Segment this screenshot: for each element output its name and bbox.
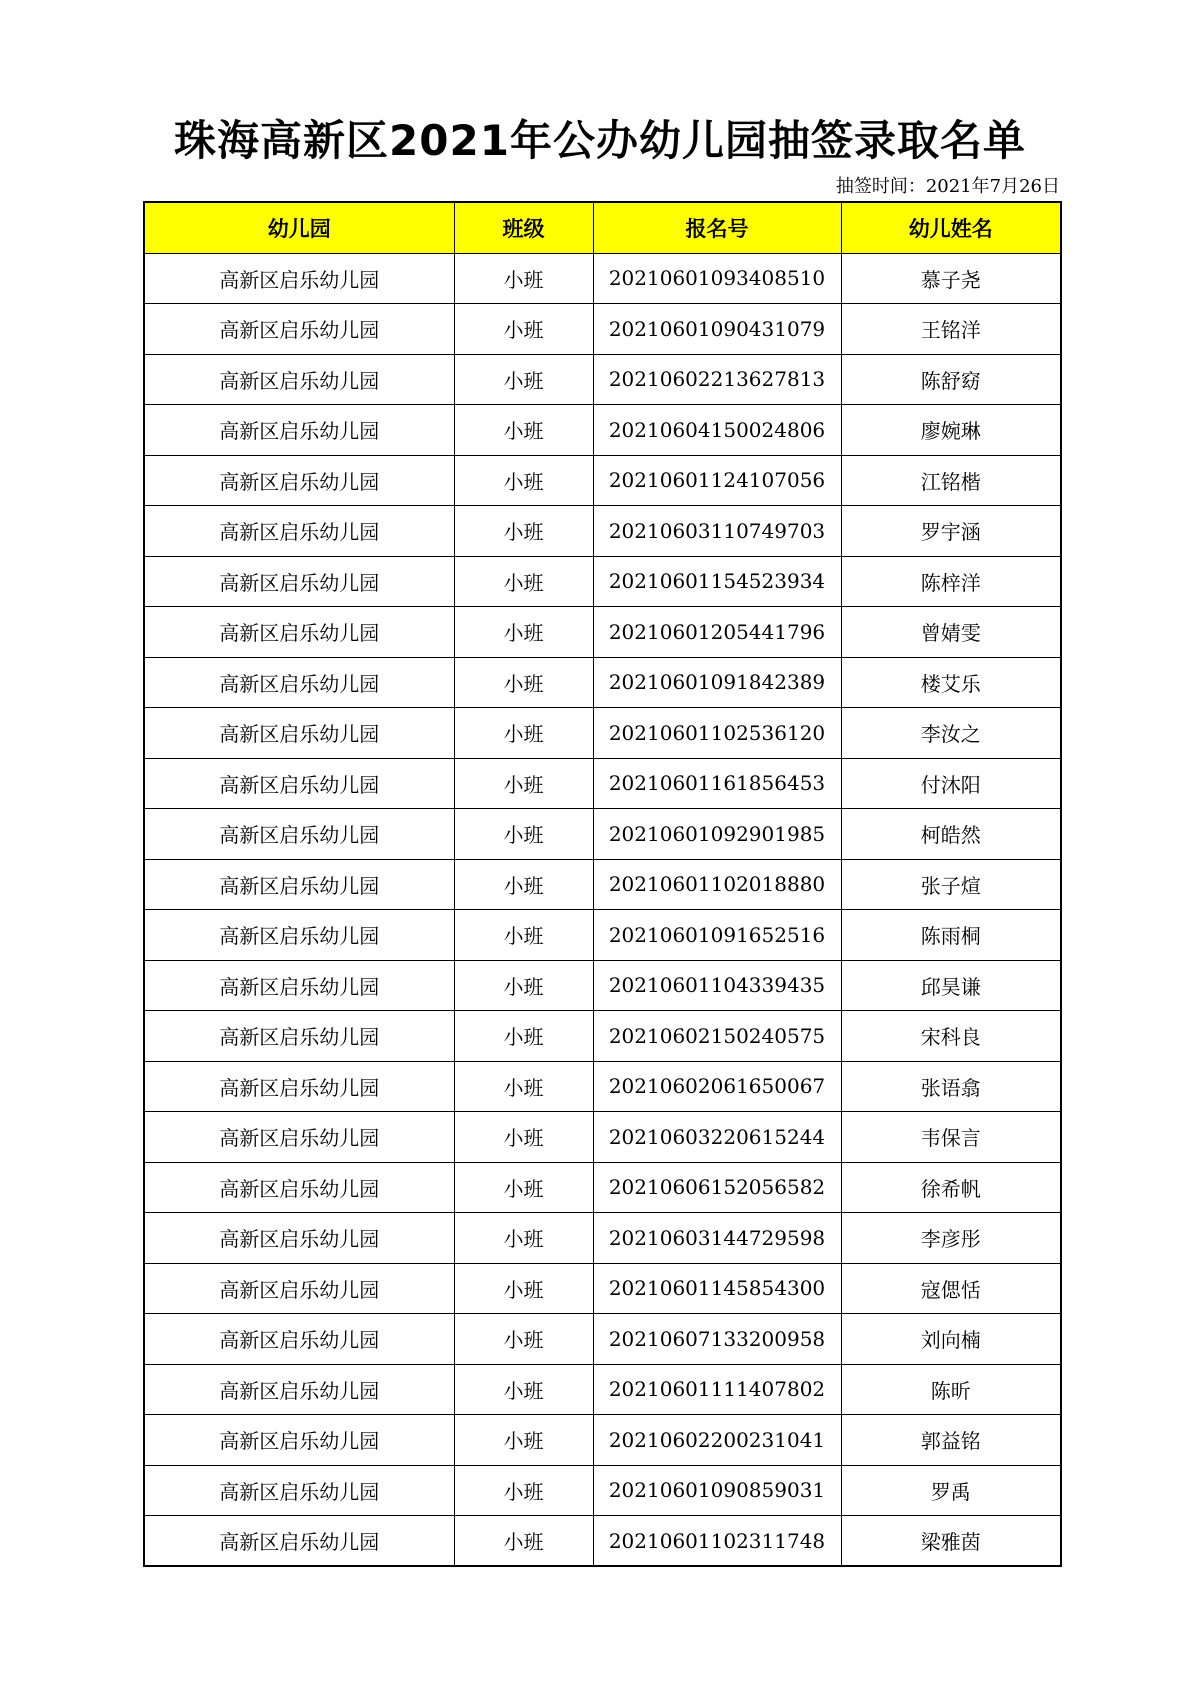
table-body [144,253,1061,1566]
table-row [144,1465,1061,1516]
table-row [144,455,1061,506]
cell-child-name: 梁雅茵 [841,1516,1061,1567]
table-row [144,1213,1061,1264]
table-row [144,758,1061,809]
cell-kindergarten: 高新区启乐幼儿园 [144,607,454,658]
cell-registration-number: 20210601205441796 [593,607,841,658]
admission-table [143,201,1062,1567]
cell-class: 小班 [454,960,593,1011]
cell-child-name: 寇偲恬 [841,1263,1061,1314]
cell-class: 小班 [454,1061,593,1112]
cell-registration-number: 20210601111407802 [593,1364,841,1415]
cell-class: 小班 [454,506,593,557]
cell-class: 小班 [454,607,593,658]
cell-kindergarten: 高新区启乐幼儿园 [144,253,454,304]
cell-child-name: 陈梓洋 [841,556,1061,607]
cell-registration-number: 20210603110749703 [593,506,841,557]
cell-child-name: 慕子尧 [841,253,1061,304]
cell-kindergarten: 高新区启乐幼儿园 [144,1213,454,1264]
cell-class: 小班 [454,910,593,961]
cell-class: 小班 [454,1516,593,1567]
cell-registration-number: 20210601102018880 [593,859,841,910]
table-row [144,1314,1061,1365]
table-row [144,1162,1061,1213]
cell-class: 小班 [454,708,593,759]
cell-class: 小班 [454,657,593,708]
cell-class: 小班 [454,1415,593,1466]
cell-registration-number: 20210602213627813 [593,354,841,405]
cell-class: 小班 [454,1011,593,1062]
cell-child-name: 王铭洋 [841,304,1061,355]
cell-registration-number: 20210601154523934 [593,556,841,607]
cell-kindergarten: 高新区启乐幼儿园 [144,1516,454,1567]
cell-kindergarten: 高新区启乐幼儿园 [144,910,454,961]
table-row [144,1061,1061,1112]
cell-class: 小班 [454,405,593,456]
table-row [144,1011,1061,1062]
cell-registration-number: 20210601092901985 [593,809,841,860]
cell-kindergarten: 高新区启乐幼儿园 [144,809,454,860]
table-row [144,304,1061,355]
table-row [144,859,1061,910]
cell-registration-number: 20210606152056582 [593,1162,841,1213]
table-row [144,1112,1061,1163]
cell-registration-number: 20210601091842389 [593,657,841,708]
table-row [144,1516,1061,1567]
cell-child-name: 刘向楠 [841,1314,1061,1365]
cell-child-name: 廖婉琳 [841,405,1061,456]
cell-kindergarten: 高新区启乐幼儿园 [144,1314,454,1365]
table-row [144,1263,1061,1314]
cell-kindergarten: 高新区启乐幼儿园 [144,304,454,355]
cell-child-name: 郭益铭 [841,1415,1061,1466]
cell-child-name: 李汝之 [841,708,1061,759]
table-row [144,354,1061,405]
cell-child-name: 罗宇涵 [841,506,1061,557]
cell-kindergarten: 高新区启乐幼儿园 [144,708,454,759]
cell-registration-number: 20210603144729598 [593,1213,841,1264]
table-row [144,556,1061,607]
cell-registration-number: 20210602200231041 [593,1415,841,1466]
cell-class: 小班 [454,1314,593,1365]
cell-child-name: 陈雨桐 [841,910,1061,961]
cell-class: 小班 [454,1213,593,1264]
cell-class: 小班 [454,859,593,910]
cell-kindergarten: 高新区启乐幼儿园 [144,1112,454,1163]
cell-child-name: 柯皓然 [841,809,1061,860]
cell-class: 小班 [454,556,593,607]
cell-class: 小班 [454,354,593,405]
cell-class: 小班 [454,304,593,355]
header-registration-number: 报名号 [593,202,841,253]
cell-class: 小班 [454,455,593,506]
table-row [144,607,1061,658]
cell-child-name: 邱昊谦 [841,960,1061,1011]
cell-registration-number: 20210601102536120 [593,708,841,759]
cell-registration-number: 20210601145854300 [593,1263,841,1314]
cell-registration-number: 20210601090431079 [593,304,841,355]
table-row [144,657,1061,708]
table-row [144,910,1061,961]
cell-class: 小班 [454,758,593,809]
cell-class: 小班 [454,1162,593,1213]
cell-child-name: 陈舒窈 [841,354,1061,405]
cell-child-name: 罗禹 [841,1465,1061,1516]
table-row [144,708,1061,759]
table-header-row [144,202,1061,253]
cell-kindergarten: 高新区启乐幼儿园 [144,1263,454,1314]
cell-child-name: 曾婧雯 [841,607,1061,658]
header-kindergarten: 幼儿园 [144,202,454,253]
cell-class: 小班 [454,1263,593,1314]
cell-kindergarten: 高新区启乐幼儿园 [144,354,454,405]
table-row [144,506,1061,557]
table-row [144,1364,1061,1415]
cell-child-name: 付沐阳 [841,758,1061,809]
cell-child-name: 楼艾乐 [841,657,1061,708]
cell-kindergarten: 高新区启乐幼儿园 [144,1415,454,1466]
cell-class: 小班 [454,1364,593,1415]
cell-registration-number: 20210607133200958 [593,1314,841,1365]
cell-registration-number: 20210601090859031 [593,1465,841,1516]
cell-child-name: 宋科良 [841,1011,1061,1062]
cell-class: 小班 [454,1112,593,1163]
cell-registration-number: 20210601102311748 [593,1516,841,1567]
cell-child-name: 江铭楷 [841,455,1061,506]
cell-class: 小班 [454,1465,593,1516]
cell-kindergarten: 高新区启乐幼儿园 [144,657,454,708]
cell-kindergarten: 高新区启乐幼儿园 [144,960,454,1011]
cell-registration-number: 20210602061650067 [593,1061,841,1112]
cell-kindergarten: 高新区启乐幼儿园 [144,506,454,557]
page-title: 珠海高新区2021年公办幼儿园抽签录取名单 [174,116,1026,165]
cell-kindergarten: 高新区启乐幼儿园 [144,556,454,607]
cell-kindergarten: 高新区启乐幼儿园 [144,405,454,456]
cell-child-name: 李彦彤 [841,1213,1061,1264]
cell-registration-number: 20210602150240575 [593,1011,841,1062]
cell-registration-number: 20210601124107056 [593,455,841,506]
draw-time: 抽签时间：2021年7月26日 [835,176,1060,197]
cell-child-name: 韦保言 [841,1112,1061,1163]
cell-kindergarten: 高新区启乐幼儿园 [144,1465,454,1516]
cell-child-name: 陈昕 [841,1364,1061,1415]
cell-child-name: 徐希帆 [841,1162,1061,1213]
cell-kindergarten: 高新区启乐幼儿园 [144,1364,454,1415]
cell-registration-number: 20210601091652516 [593,910,841,961]
cell-kindergarten: 高新区启乐幼儿园 [144,758,454,809]
header-child-name: 幼儿姓名 [841,202,1061,253]
cell-registration-number: 20210601093408510 [593,253,841,304]
cell-kindergarten: 高新区启乐幼儿园 [144,1162,454,1213]
cell-kindergarten: 高新区启乐幼儿园 [144,859,454,910]
cell-registration-number: 20210603220615244 [593,1112,841,1163]
table-row [144,809,1061,860]
cell-kindergarten: 高新区启乐幼儿园 [144,1011,454,1062]
cell-class: 小班 [454,809,593,860]
cell-registration-number: 20210601104339435 [593,960,841,1011]
cell-kindergarten: 高新区启乐幼儿园 [144,1061,454,1112]
cell-kindergarten: 高新区启乐幼儿园 [144,455,454,506]
cell-registration-number: 20210604150024806 [593,405,841,456]
table-row [144,960,1061,1011]
cell-child-name: 张子煊 [841,859,1061,910]
table-row [144,253,1061,304]
cell-registration-number: 20210601161856453 [593,758,841,809]
cell-child-name: 张语翕 [841,1061,1061,1112]
header-class: 班级 [454,202,593,253]
cell-class: 小班 [454,253,593,304]
table-row [144,405,1061,456]
table-row [144,1415,1061,1466]
